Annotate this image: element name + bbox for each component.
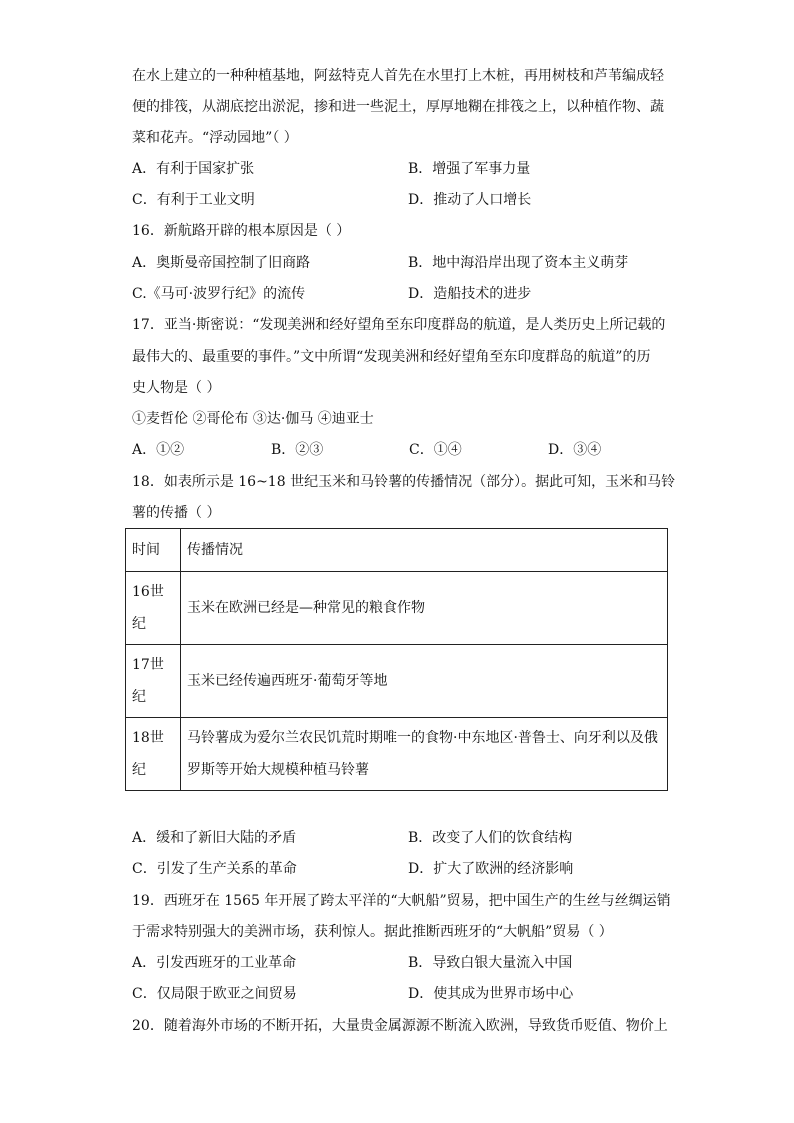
q19-stem-line2: 于需求特别强大的美洲市场，获利惊人。据此推断西班牙的“大帆船”贸易（ ） (132, 924, 613, 940)
q18-stem-line1: 18．如表所示是 16~18 世纪玉米和马铃薯的传播情况（部分）。据此可知，玉米和马铃 (132, 474, 676, 490)
table-row (126, 645, 668, 718)
q16-option-c[interactable]: C.《马可·波罗行纪》的流传 (132, 286, 306, 302)
q17-items: ①麦哲伦 ②哥伦布 ③达·伽马 ④迪亚士 (132, 411, 374, 427)
q15-stem-line1: 在水上建立的一种种植基地，阿兹特克人首先在水里打上木桩，再用树枝和芦苇编成轻 (132, 68, 664, 84)
q15-stem-line2: 便的排筏，从湖底挖出淤泥，掺和进一些泥土，厚厚地糊在排筏之上，以种植作物、蔬 (132, 99, 664, 115)
q15-option-a[interactable]: A．有利于国家扩张 (132, 161, 255, 177)
q19-option-b[interactable]: B．导致白银大量流入中国 (408, 955, 573, 971)
table-cell-content: 玉米在欧洲已经是—种常见的粮食作物 (181, 572, 668, 645)
q15-options-row1 (132, 159, 660, 179)
q15-option-d[interactable]: D．推动了人口增长 (408, 192, 532, 208)
q17-stem-line2: 最伟大的、最重要的事件。”文中所谓“发现美洲和经好望角至东印度群岛的航道”的历 (132, 349, 651, 365)
crop-spread-table (125, 528, 668, 791)
q16-options-row1 (132, 253, 660, 273)
table-row (126, 572, 668, 645)
q16-option-b[interactable]: B．地中海沿岸出现了资本主义萌芽 (408, 255, 629, 271)
q17-stem-line3: 史人物是（ ） (132, 380, 221, 396)
q19-option-a[interactable]: A．引发西班牙的工业革命 (132, 955, 297, 971)
q18-options-row1 (132, 828, 660, 848)
q17-stem-line1: 17．亚当·斯密说：“发现美洲和经好望角至东印度群岛的航道，是人类历史上所记载的 (132, 317, 666, 333)
q16-stem: 16．新航路开辟的根本原因是（ ） (132, 223, 351, 239)
q19-option-c[interactable]: C．仅局限于欧亚之间贸易 (132, 986, 297, 1002)
q15-stem-line3: 菜和花卉。“浮动园地”（ ） (132, 130, 298, 146)
q19-option-d[interactable]: D．使其成为世界市场中心 (408, 986, 574, 1002)
q17-option-d[interactable]: D．③④ (548, 442, 602, 458)
q20-stem-line1: 20．随着海外市场的不断开拓，大量贵金属源源不断流入欧洲，导致货币贬值、物价上 (132, 1018, 668, 1034)
q17-option-c[interactable]: C．①④ (409, 442, 462, 458)
table-row (126, 718, 668, 791)
q15-option-c[interactable]: C．有利于工业文明 (132, 192, 255, 208)
table-cell-time: 17世纪 (126, 645, 181, 718)
q18-option-b[interactable]: B．改变了人们的饮食结构 (408, 830, 573, 846)
q17-option-a[interactable]: A．①② (132, 442, 185, 458)
q19-options-row1 (132, 953, 660, 973)
q17-option-b[interactable]: B．②③ (271, 442, 324, 458)
table-cell-time: 18世纪 (126, 718, 181, 791)
q18-option-d[interactable]: D．扩大了欧洲的经济影响 (408, 861, 574, 877)
table-cell-content: 玉米已经传遍西班牙·葡萄牙等地 (181, 645, 668, 718)
table-header-row (126, 529, 668, 572)
table-cell-content: 马铃薯成为爱尔兰农民饥荒时期唯一的食物·中东地区·普鲁士、向牙利以及俄罗斯等开始大规模种植马铃薯 (181, 718, 668, 791)
q15-options-row2 (132, 190, 660, 210)
q18-stem-line2: 薯的传播（ ） (132, 505, 221, 521)
q18-option-a[interactable]: A．缓和了新旧大陆的矛盾 (132, 830, 297, 846)
q16-option-d[interactable]: D．造船技术的进步 (408, 286, 532, 302)
table-header-time: 时间 (126, 529, 181, 572)
q18-options-row2 (132, 859, 660, 879)
q15-option-b[interactable]: B．增强了军事力量 (408, 161, 531, 177)
table-cell-time: 16世纪 (126, 572, 181, 645)
q19-stem-line1: 19．西班牙在 1565 年开展了跨太平洋的“大帆船”贸易，把中国生产的生丝与丝绸运销 (132, 893, 671, 909)
q19-options-row2 (132, 984, 660, 1004)
q16-option-a[interactable]: A．奥斯曼帝国控制了旧商路 (132, 255, 311, 271)
q18-option-c[interactable]: C．引发了生产关系的革命 (132, 861, 297, 877)
table-header-content: 传播情况 (181, 529, 668, 572)
q16-options-row2 (132, 284, 660, 304)
